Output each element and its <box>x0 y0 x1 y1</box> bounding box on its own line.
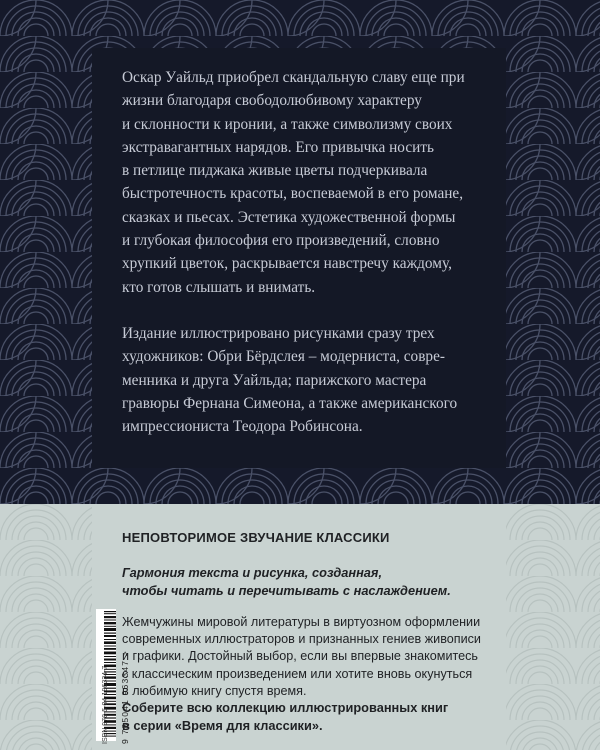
text-line: хрупкий цветок, раскрывается навстречу каждому, <box>122 255 452 273</box>
text-line: быстротечность красоты, воспеваемой в его романе, <box>122 185 464 203</box>
text-line: и графики. Достойный выбор, если вы впервые знакомитесь <box>122 649 478 664</box>
text-line: импрессиониста Теодора Робинсона. <box>122 418 363 436</box>
text-line: экстравагантных нарядов. Его привычка носить <box>122 138 434 156</box>
tagline-line: Гармония текста и рисунка, созданная, <box>122 565 383 580</box>
tagline-line: чтобы читать и перечитывать с наслаждением. <box>122 582 451 598</box>
isbn-label: ISBN 978-5-04-196334-7 <box>102 665 109 744</box>
cta-line: в серии «Время для классики». <box>122 717 323 733</box>
paragraph-illustrators <box>122 322 484 438</box>
text-line: художников: Обри Бёрдслея – модерниста, совре- <box>122 348 445 366</box>
description-block <box>122 66 484 461</box>
text-line: Оскар Уайльд приобрел скандальную славу еще при <box>122 69 465 86</box>
text-line: гравюры Фернана Симеона, а также американского <box>122 394 458 412</box>
cta-line: Соберите всю коллекцию иллюстрированных книг <box>122 700 449 715</box>
text-line: менника и друга Уайльда; парижского мастера <box>122 371 427 389</box>
collection-cta <box>122 699 502 734</box>
text-line: в любимую книгу спустя время. <box>122 683 307 698</box>
text-line: в петлице пиджака живые цветы подчеркивала <box>122 162 428 180</box>
text-line: и склонности к иронии, а также символизму своих <box>122 115 453 133</box>
tagline <box>122 564 502 599</box>
text-line: Жемчужины мировой литературы в виртуозном оформлении <box>122 615 481 629</box>
paragraph-about-wilde <box>122 66 484 299</box>
text-line: кто готов слышать и внимать. <box>122 278 316 296</box>
text-line: жизни благодаря свободолюбивому характеру <box>122 92 422 110</box>
text-line: современных иллюстраторов и признанных гениев живописи <box>122 632 481 647</box>
text-line: сказках и пьесах. Эстетика художественной формы <box>122 208 456 226</box>
series-heading: НЕПОВТОРИМОЕ ЗВУЧАНИЕ КЛАССИКИ <box>122 530 390 545</box>
text-line: и глубокая философия его произведений, словно <box>122 232 440 250</box>
text-line: Издание иллюстрировано рисунками сразу трех <box>122 324 435 342</box>
light-section <box>0 504 600 750</box>
series-description <box>122 614 502 700</box>
barcode-digits: 9 785041 963347 > <box>120 650 130 744</box>
text-line: с классическим произведением или хотите вновь окунуться <box>122 666 473 681</box>
